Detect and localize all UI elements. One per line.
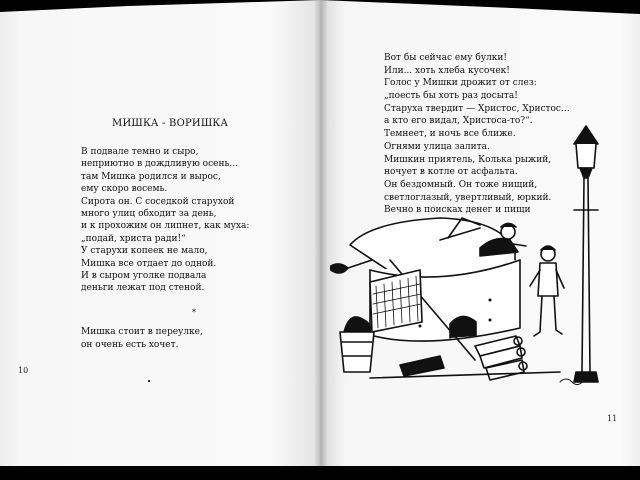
page-number-left: 10 — [18, 366, 29, 375]
poem-line: он очень есть хочет. — [81, 340, 179, 350]
poem-line: Вот бы сейчас ему булки! — [384, 53, 508, 63]
poem-line: и к прохожим он липнет, как муха: — [81, 221, 250, 232]
standing-boy — [530, 246, 564, 336]
poem-line: Или... хоть хлеба кусочек! — [384, 65, 510, 76]
left-stanza-2 — [81, 326, 203, 352]
poem-line: светлоглазый, увертливый, юркий. — [384, 192, 552, 203]
page-number-right: 11 — [607, 414, 618, 423]
poem-line: В подвале темно и сыро, — [81, 147, 199, 157]
poem-title: МИШКА - ВОРИШКА — [112, 118, 229, 129]
poem-line: Мишка все отдает до одной. — [81, 258, 217, 269]
street-scene-illustration — [330, 110, 622, 410]
poem-line: „подай, христа ради!“ — [81, 233, 186, 244]
poem-line: Мишкин приятель, Колька рыжий, — [384, 154, 552, 165]
poem-line: Темнеет, и ночь все ближе. — [384, 129, 516, 140]
poem-line: Огнями улица залита. — [384, 141, 490, 152]
poem-line: много улиц обходит за день, — [81, 208, 217, 219]
poem-line: там Мишка родился и вырос, — [81, 171, 221, 182]
poem-line: а кто его видал, Христоса-то?“. — [384, 116, 533, 127]
poem-line: неприютно в дождливую осень... — [81, 159, 238, 170]
poem-line: У старухи копеек не мало, — [81, 246, 208, 257]
poem-line: Вечно в поисках денег и пищи — [384, 205, 531, 216]
poem-line: Он бездомный. Он тоже нищий, — [384, 179, 538, 190]
frying-pan — [330, 264, 348, 273]
book-gutter — [314, 0, 328, 466]
poem-line: деньги лежат под стеной. — [81, 283, 205, 294]
poem-line: ему скоро восемь. — [81, 184, 168, 195]
poem-line: Старуха твердит — Христос, Христос... — [384, 103, 570, 114]
section-separator: * — [192, 308, 196, 317]
poem-line: Сирота он. С соседкой старухой — [81, 196, 235, 207]
print-speck — [148, 380, 150, 382]
poem-line: „поесть бы хоть раз досыта! — [384, 91, 518, 102]
poem-line: И в сыром уголке подвала — [81, 270, 207, 281]
left-stanza-1 — [81, 146, 249, 295]
tar-bucket — [340, 332, 374, 372]
poem-line: Мишка стоит в переулке, — [81, 327, 203, 337]
poem-line: ночует в котле от асфальта. — [384, 167, 518, 178]
street-lamp — [574, 126, 598, 382]
poem-line: Голос у Мишки дрожит от слез: — [384, 78, 537, 89]
